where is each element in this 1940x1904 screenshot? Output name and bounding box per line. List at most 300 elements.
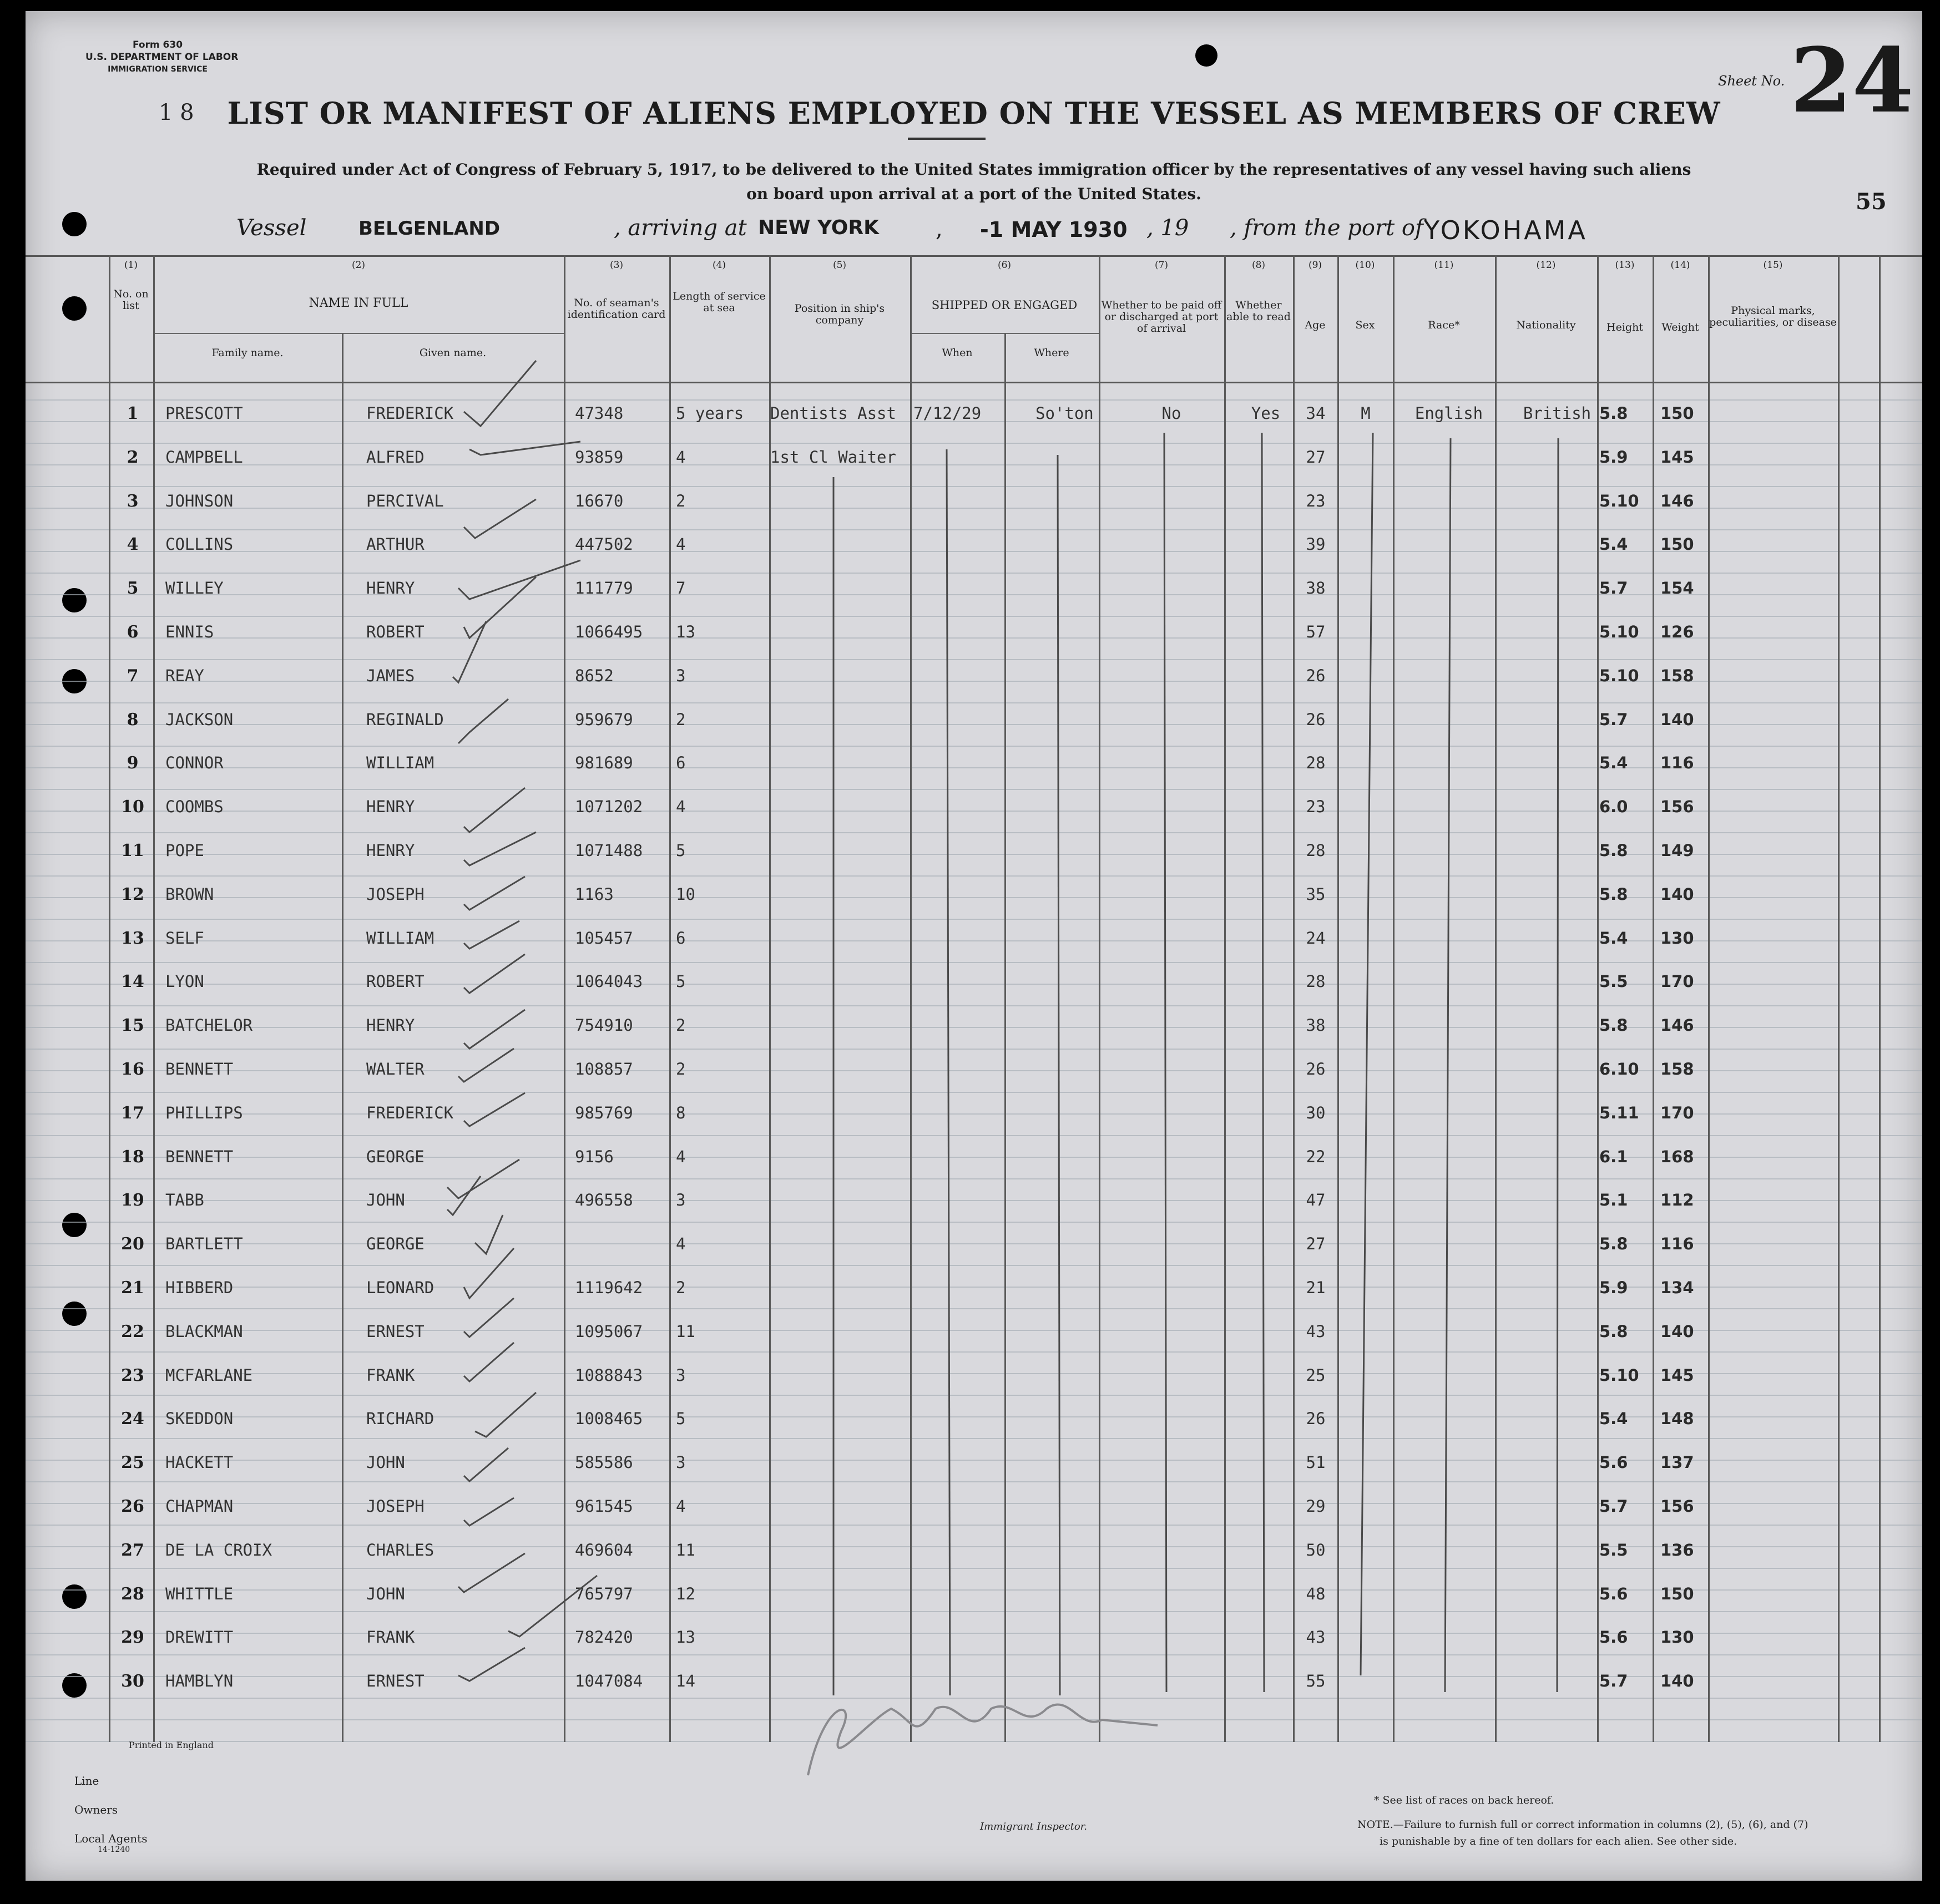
cell-age: 51: [1306, 1453, 1326, 1472]
col-num-12: (12): [1536, 260, 1556, 271]
col-num-15: (15): [1763, 260, 1783, 271]
cell-no: 12: [121, 884, 144, 904]
cell-card: 1071488: [575, 841, 643, 860]
cell-weight: 150: [1660, 1584, 1694, 1603]
cell-service: 5 years: [676, 404, 744, 423]
printed-in-england: Printed in England: [129, 1740, 214, 1750]
cell-age: 23: [1306, 797, 1326, 817]
ditto-line-when: [947, 449, 950, 1695]
cell-height: 5.9: [1599, 447, 1628, 467]
cell-card: 1066495: [575, 622, 643, 641]
cell-service: 2: [676, 1060, 686, 1078]
cell-service: 4: [676, 1147, 686, 1166]
cell-when: 7/12/29: [913, 404, 982, 423]
cell-weight: 158: [1660, 1060, 1694, 1078]
check-mark: [464, 954, 525, 993]
col-head-shipped-engaged: SHIPPED OR ENGAGED: [931, 298, 1078, 312]
col-head-age: Age: [1305, 319, 1326, 331]
cell-given: JOHN: [366, 1584, 405, 1603]
cell-given: ERNEST: [366, 1672, 425, 1691]
cell-family: BARTLETT: [165, 1234, 243, 1254]
cell-height: 5.4: [1599, 928, 1628, 948]
check-mark: [464, 1248, 514, 1298]
col-num-13: (13): [1615, 260, 1635, 271]
cell-service: 8: [676, 1103, 686, 1122]
cell-service: 4: [676, 1497, 686, 1516]
cell-card: 782420: [575, 1628, 633, 1647]
cell-given: WILLIAM: [366, 753, 435, 773]
cell-age: 26: [1306, 1060, 1326, 1078]
cell-family: BATCHELOR: [165, 1016, 253, 1035]
cell-service: 3: [676, 666, 686, 685]
cell-card: 754910: [575, 1016, 633, 1035]
cell-height: 6.0: [1599, 797, 1628, 817]
check-mark: [464, 361, 536, 426]
col-head-weight: Weight: [1661, 321, 1699, 333]
cell-given: WILLIAM: [366, 928, 435, 948]
check-mark: [453, 621, 486, 682]
cell-age: 57: [1306, 622, 1326, 641]
cell-given: HENRY: [366, 841, 415, 860]
cell-service: 3: [676, 1453, 686, 1472]
ditto-line-read: [1262, 433, 1264, 1692]
cell-family: BLACKMAN: [165, 1321, 243, 1341]
cell-given: FREDERICK: [366, 1103, 454, 1122]
cell-weight: 150: [1660, 404, 1694, 423]
subtitle-line-2: on board upon arrival at a port of the United States.: [746, 185, 1201, 203]
cell-weight: 146: [1660, 1016, 1694, 1035]
cell-weight: 170: [1660, 1103, 1694, 1122]
col-head-seaman-id: No. of seaman's identification card: [567, 297, 666, 321]
cell-no: 21: [121, 1278, 144, 1298]
cell-family: BENNETT: [165, 1060, 234, 1078]
cell-card: 111779: [575, 579, 633, 598]
immigrant-inspector-label: Immigrant Inspector.: [980, 1821, 1088, 1832]
cell-age: 29: [1306, 1497, 1326, 1516]
cell-service: 4: [676, 535, 686, 554]
check-mark: [464, 1298, 514, 1337]
check-mark: [464, 832, 536, 865]
cell-family: HAMBLYN: [165, 1672, 234, 1691]
col-head-name-in-full: NAME IN FULL: [309, 296, 408, 310]
cell-age: 30: [1306, 1103, 1326, 1122]
cell-family: LYON: [165, 972, 204, 991]
check-mark: [464, 1343, 514, 1381]
cell-no: 1: [127, 404, 139, 423]
cell-age: 26: [1306, 1409, 1326, 1429]
cell-card: 8652: [575, 666, 614, 685]
cell-given: CHARLES: [366, 1540, 435, 1559]
cell-no: 16: [121, 1060, 144, 1079]
cell-height: 5.7: [1599, 1497, 1628, 1516]
cell-service: 13: [676, 622, 695, 641]
cell-given: JOHN: [366, 1191, 405, 1210]
comma: ,: [936, 216, 943, 242]
cell-family: POPE: [165, 841, 204, 860]
cell-given: ALFRED: [366, 447, 425, 467]
ditto-line-sex: [1361, 433, 1373, 1675]
cell-given: HENRY: [366, 1016, 415, 1035]
col-num-11: (11): [1434, 260, 1454, 271]
check-mark: [464, 499, 536, 538]
cell-height: 5.7: [1599, 1672, 1628, 1691]
cell-family: REAY: [165, 666, 204, 685]
cell-height: 6.10: [1599, 1060, 1639, 1078]
cell-height: 5.7: [1599, 579, 1628, 598]
cell-family: COOMBS: [165, 797, 224, 817]
cell-family: SKEDDON: [165, 1409, 234, 1429]
cell-given: FRANK: [366, 1365, 415, 1385]
cell-weight: 140: [1660, 884, 1694, 904]
cell-no: 7: [127, 666, 139, 686]
col-head-physical-marks: Physical marks, peculiarities, or disease: [1709, 305, 1837, 328]
cell-weight: 136: [1660, 1540, 1694, 1559]
cell-no: 25: [121, 1453, 144, 1473]
cell-family: BROWN: [165, 884, 214, 904]
cell-height: 5.4: [1599, 753, 1628, 773]
form-code: 14-1240: [98, 1845, 130, 1854]
cell-sex: M: [1361, 404, 1371, 423]
cell-service: 6: [676, 928, 686, 948]
cell-no: 13: [121, 928, 144, 948]
cell-given: WALTER: [366, 1060, 425, 1078]
cell-age: 27: [1306, 447, 1326, 467]
cell-paid-off: No: [1161, 404, 1181, 423]
cell-card: 93859: [575, 447, 624, 467]
cell-card: 985769: [575, 1103, 633, 1122]
col-num-5: (5): [832, 260, 847, 271]
cell-race: English: [1414, 404, 1483, 423]
cell-service: 14: [676, 1672, 695, 1691]
cell-given: HENRY: [366, 579, 415, 598]
cell-service: 13: [676, 1628, 695, 1647]
col-head-length-of-service: Length of service at sea: [673, 290, 766, 314]
col-num-4: (4): [712, 260, 726, 271]
col-head-where: Where: [1034, 347, 1069, 359]
cell-height: 5.9: [1599, 1278, 1628, 1297]
check-mark: [469, 442, 580, 455]
cell-no: 30: [121, 1672, 144, 1692]
cell-age: 21: [1306, 1278, 1326, 1297]
departure-port: YOKOHAMA: [1424, 215, 1588, 245]
cell-weight: 137: [1660, 1453, 1694, 1472]
cell-card: 1119642: [575, 1278, 643, 1297]
cell-service: 2: [676, 491, 686, 510]
check-mark: [464, 1093, 525, 1126]
check-mark: [475, 1392, 536, 1437]
col-head-nationality: Nationality: [1516, 319, 1576, 331]
cell-no: 22: [121, 1321, 144, 1341]
vessel-label: Vessel: [236, 215, 307, 241]
col-num-3: (3): [609, 260, 624, 271]
cell-family: CONNOR: [165, 753, 224, 773]
cell-weight: 154: [1660, 579, 1694, 598]
cell-read: Yes: [1251, 404, 1281, 423]
cell-age: 38: [1306, 579, 1326, 598]
cell-given: HENRY: [366, 797, 415, 817]
subtitle-line-1: Required under Act of Congress of February 5, 1917, to be delivered to the United States immigration officer by the representatives of any vessel having such aliens: [256, 160, 1691, 179]
cell-service: 11: [676, 1540, 695, 1559]
cell-age: 43: [1306, 1321, 1326, 1341]
cell-given: ROBERT: [366, 622, 425, 641]
cell-height: 5.10: [1599, 491, 1639, 510]
cell-no: 11: [121, 841, 144, 860]
cell-given: FREDERICK: [366, 404, 454, 423]
cell-weight: 149: [1660, 841, 1694, 860]
cell-height: 5.1: [1599, 1191, 1628, 1210]
cell-where: So'ton: [1035, 404, 1094, 423]
cell-given: RICHARD: [366, 1409, 435, 1429]
cell-card: 1064043: [575, 972, 643, 991]
cell-height: 5.8: [1599, 404, 1628, 423]
cell-family: BENNETT: [165, 1147, 234, 1166]
cell-card: 105457: [575, 928, 633, 948]
cell-weight: 130: [1660, 928, 1694, 948]
cell-height: 5.5: [1599, 1540, 1628, 1559]
owners-label: Owners: [74, 1803, 118, 1816]
cell-service: 4: [676, 447, 686, 467]
cell-weight: 145: [1660, 447, 1694, 467]
cell-no: 10: [121, 797, 144, 817]
cell-weight: 158: [1660, 666, 1694, 685]
cell-weight: 168: [1660, 1147, 1694, 1166]
cell-card: 961545: [575, 1497, 633, 1516]
col-head-given-name: Given name.: [419, 347, 487, 359]
races-footnote: * See list of races on back hereof.: [1374, 1794, 1554, 1806]
cell-family: WILLEY: [165, 579, 224, 598]
sheet-number-label: Sheet No.: [1718, 73, 1785, 89]
col-head-family-name: Family name.: [211, 347, 284, 359]
cell-card: 1088843: [575, 1365, 643, 1385]
cell-service: 2: [676, 1016, 686, 1035]
check-mark: [458, 1553, 525, 1592]
ditto-line-paid-off: [1164, 433, 1166, 1692]
cell-weight: 150: [1660, 535, 1694, 554]
handwritten-mark: 1 8: [159, 100, 194, 125]
cell-position: 1st Cl Waiter: [770, 447, 896, 467]
local-agents-label: Local Agents: [74, 1832, 148, 1845]
cell-no: 23: [121, 1365, 144, 1385]
cell-no: 4: [127, 535, 139, 555]
col-num-8: (8): [1251, 260, 1266, 271]
cell-family: HIBBERD: [165, 1278, 234, 1297]
check-mark: [464, 788, 525, 832]
col-num-9: (9): [1308, 260, 1322, 271]
cell-no: 29: [121, 1628, 144, 1648]
cell-card: 1047084: [575, 1672, 643, 1691]
cell-card: 469604: [575, 1540, 633, 1559]
cell-age: 43: [1306, 1628, 1326, 1647]
cell-given: JAMES: [366, 666, 415, 685]
cell-age: 48: [1306, 1584, 1326, 1603]
cell-card: 1095067: [575, 1321, 643, 1341]
cell-service: 3: [676, 1191, 686, 1210]
cell-age: 39: [1306, 535, 1326, 554]
cell-family: COLLINS: [165, 535, 234, 554]
sheet-number: 24: [1790, 28, 1914, 133]
line-label: Line: [74, 1774, 99, 1787]
cell-no: 3: [127, 491, 139, 511]
pen-annotations: [26, 11, 1922, 1881]
cell-given: JOSEPH: [366, 1497, 425, 1516]
cell-family: DREWITT: [165, 1628, 234, 1647]
cell-card: 959679: [575, 710, 633, 729]
cell-no: 26: [121, 1497, 144, 1516]
cell-height: 5.10: [1599, 666, 1639, 685]
cell-weight: 140: [1660, 710, 1694, 729]
cell-given: ARTHUR: [366, 535, 425, 554]
cell-weight: 140: [1660, 1321, 1694, 1341]
cell-card: 9156: [575, 1147, 614, 1166]
arriving-label: , arriving at: [614, 215, 747, 241]
col-head-sex: Sex: [1355, 319, 1375, 331]
cell-family: ENNIS: [165, 622, 214, 641]
cell-age: 34: [1306, 404, 1326, 423]
cell-height: 5.6: [1599, 1453, 1628, 1472]
cell-no: 6: [127, 622, 139, 642]
cell-card: 16670: [575, 491, 624, 510]
col-num-14: (14): [1670, 260, 1690, 271]
cell-no: 9: [127, 753, 139, 773]
cell-age: 50: [1306, 1540, 1326, 1559]
cell-card: 765797: [575, 1584, 633, 1603]
cell-service: 3: [676, 1365, 686, 1385]
cell-card: 1163: [575, 884, 614, 904]
cell-family: JOHNSON: [165, 491, 234, 510]
cell-height: 5.8: [1599, 1234, 1628, 1254]
manifest-sheet: [26, 11, 1922, 1881]
col-head-when: When: [942, 347, 973, 359]
cell-card: 1008465: [575, 1409, 643, 1429]
cell-nationality: British: [1523, 404, 1592, 423]
cell-no: 5: [127, 579, 139, 599]
check-mark: [464, 921, 519, 949]
cell-height: 6.1: [1599, 1147, 1628, 1166]
col-num-6: (6): [997, 260, 1012, 271]
cell-service: 2: [676, 1278, 686, 1297]
penalty-note: [1357, 1816, 1857, 1850]
cell-age: 55: [1306, 1672, 1326, 1691]
penalty-note-line-1: NOTE.—Failure to furnish full or correct information in columns (2), (5), (6), and (7): [1357, 1819, 1808, 1831]
cell-family: MCFARLANE: [165, 1365, 253, 1385]
cell-height: 5.4: [1599, 1409, 1628, 1429]
cell-weight: 134: [1660, 1278, 1694, 1297]
cell-card: 496558: [575, 1191, 633, 1210]
cell-no: 18: [121, 1147, 144, 1167]
cell-age: 28: [1306, 841, 1326, 860]
cell-card: 585586: [575, 1453, 633, 1472]
cell-age: 25: [1306, 1365, 1326, 1385]
cell-given: FRANK: [366, 1628, 415, 1647]
cell-card: 447502: [575, 535, 633, 554]
cell-height: 5.10: [1599, 622, 1639, 641]
cell-height: 5.8: [1599, 884, 1628, 904]
cell-height: 5.7: [1599, 710, 1628, 729]
department-name: U.S. DEPARTMENT OF LABOR: [85, 52, 239, 63]
cell-no: 8: [127, 710, 139, 730]
cell-weight: 148: [1660, 1409, 1694, 1429]
check-mark: [464, 1010, 525, 1049]
cell-card: 108857: [575, 1060, 633, 1078]
cell-weight: 156: [1660, 1497, 1694, 1516]
col-num-1: (1): [124, 260, 138, 271]
cell-height: 5.8: [1599, 1016, 1628, 1035]
cell-given: LEONARD: [366, 1278, 435, 1297]
cell-weight: 130: [1660, 1628, 1694, 1647]
cell-given: GEORGE: [366, 1147, 425, 1166]
cell-service: 5: [676, 841, 686, 860]
cell-weight: 146: [1660, 491, 1694, 510]
cell-no: 27: [121, 1540, 144, 1560]
check-mark: [458, 699, 508, 743]
arrival-port: NEW YORK: [758, 216, 879, 239]
cell-given: ROBERT: [366, 972, 425, 991]
check-mark: [464, 877, 525, 910]
col-head-able-to-read: Whether able to read: [1226, 299, 1291, 323]
cell-weight: 170: [1660, 972, 1694, 991]
cell-card: 47348: [575, 404, 624, 423]
year-label: , 19: [1146, 215, 1189, 241]
cell-no: 14: [121, 972, 144, 992]
cell-given: GEORGE: [366, 1234, 425, 1254]
penalty-note-line-2: is punishable by a fine of ten dollars for each alien. See other side.: [1380, 1835, 1737, 1847]
cell-no: 20: [121, 1234, 144, 1254]
check-mark: [464, 577, 536, 638]
cell-no: 24: [121, 1409, 144, 1429]
cell-age: 22: [1306, 1147, 1326, 1166]
cell-weight: 140: [1660, 1672, 1694, 1691]
cell-service: 6: [676, 753, 686, 773]
cell-height: 5.6: [1599, 1628, 1628, 1647]
cell-service: 10: [676, 884, 695, 904]
cell-family: CHAPMAN: [165, 1497, 234, 1516]
cell-age: 24: [1306, 928, 1326, 948]
cell-age: 27: [1306, 1234, 1326, 1254]
col-num-2: (2): [351, 260, 366, 271]
cell-service: 7: [676, 579, 686, 598]
from-port-label: , from the port of: [1230, 215, 1423, 241]
col-head-height: Height: [1606, 321, 1643, 333]
cell-family: SELF: [165, 928, 204, 948]
cell-family: CAMPBELL: [165, 447, 243, 467]
cell-family: HACKETT: [165, 1453, 234, 1472]
cell-no: 15: [121, 1016, 144, 1036]
cell-no: 28: [121, 1584, 144, 1604]
cell-given: PERCIVAL: [366, 491, 444, 510]
page-number: 55: [1856, 189, 1887, 215]
cell-no: 19: [121, 1191, 144, 1211]
cell-no: 17: [121, 1103, 144, 1123]
cell-no: 2: [127, 447, 139, 467]
cell-age: 26: [1306, 666, 1326, 685]
ditto-line-where: [1058, 455, 1060, 1695]
cell-height: 5.11: [1599, 1103, 1639, 1122]
cell-height: 5.8: [1599, 1321, 1628, 1341]
check-mark: [458, 1648, 525, 1681]
check-mark: [447, 1159, 519, 1198]
cell-service: 11: [676, 1321, 695, 1341]
cell-card: 1071202: [575, 797, 643, 817]
cell-age: 28: [1306, 753, 1326, 773]
col-head-position: Position in ship's company: [794, 302, 885, 326]
vessel-name: BELGENLAND: [358, 217, 501, 240]
cell-weight: 145: [1660, 1365, 1694, 1385]
col-head-race: Race*: [1428, 319, 1460, 331]
col-num-10: (10): [1355, 260, 1375, 271]
cell-height: 5.5: [1599, 972, 1628, 991]
check-mark: [458, 1049, 514, 1082]
cell-weight: 112: [1660, 1191, 1694, 1210]
